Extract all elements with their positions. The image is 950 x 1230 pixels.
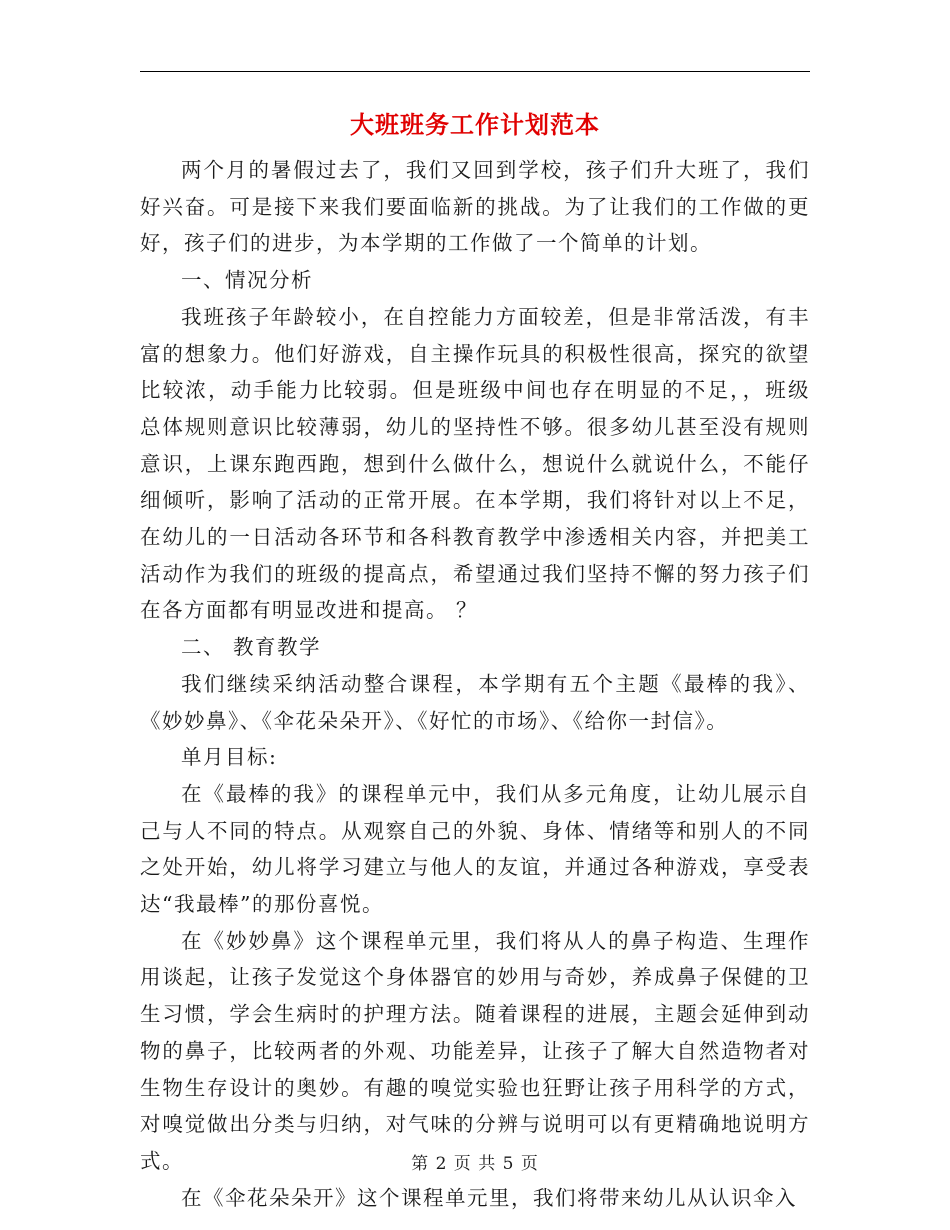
paragraph-best-me: 在《最棒的我》的课程单元中，我们从多元角度，让幼儿展示自己与人不同的特点。从观察自己的外貌、身体、情绪等和别人的不同之处开始，幼儿将学习建立与他人的友谊，并通过各种游戏，享受表达“我最棒”的那份喜悦。	[140, 781, 810, 917]
header-rule	[140, 71, 810, 72]
subheading-monthly-goals: 单月目标:	[181, 745, 278, 770]
page-number-footer: 第 2 页 共 5 页	[411, 1154, 539, 1174]
paragraph-nose: 在《妙妙鼻》这个课程单元里，我们将从人的鼻子构造、生理作用谈起，让孩子发觉这个身体器官的妙用与奇妙，养成鼻子保健的卫生习惯，学会生病时的护理方法。随着课程的进展，主题会延伸到动物的鼻子，比较两者的外观、功能差异，让孩子了解大自然造物者对生物生存设计的奥妙。有趣的嗅觉实验也狂野让孩子用科学的方式，对嗅觉做出分类与归纳，对气味的分辨与说明可以有更精确地说明方式。	[140, 928, 810, 1173]
section-heading-situation: 一、情况分析	[181, 268, 313, 293]
paragraph-situation: 我班孩子年龄较小，在自控能力方面较差，但是非常活泼，有丰富的想象力。他们好游戏，自主操作玩具的积极性很高，探究的欲望比较浓，动手能力比较弱。但是班级中间也存在明显的不足，，班级总体规则意识比较薄弱，幼儿的坚持性不够。很多幼儿甚至没有规则意识，上课东跑西跑，想到什么做什么，想说什么就说什么，不能仔细倾听，影响了活动的正常开展。在本学期，我们将针对以上不足，在幼儿的一日活动各环节和各科教育教学中渗透相关内容，并把美工活动作为我们的班级的提高点，希望通过我们坚持不懈的努力孩子们在各方面都有明显改进和提高。 ？	[140, 304, 810, 623]
document-body	[140, 152, 810, 1216]
paragraph-themes: 我们继续采纳活动整合课程，本学期有五个主题《最棒的我》、《妙妙鼻》、《伞花朵朵开》、《好忙的市场》、《给你一封信》。	[140, 671, 810, 733]
paragraph-umbrella: 在《伞花朵朵开》这个课程单元里，我们将带来幼儿从认识伞入	[181, 1185, 797, 1210]
section-heading-education: 二、 教育教学	[181, 635, 322, 660]
document-title: 大班班务工作计划范本	[350, 110, 600, 139]
paragraph-intro: 两个月的暑假过去了，我们又回到学校，孩子们升大班了，我们好兴奋。可是接下来我们要面临新的挑战。为了让我们的工作做的更好，孩子们的进步，为本学期的工作做了一个简单的计划。	[140, 158, 810, 256]
